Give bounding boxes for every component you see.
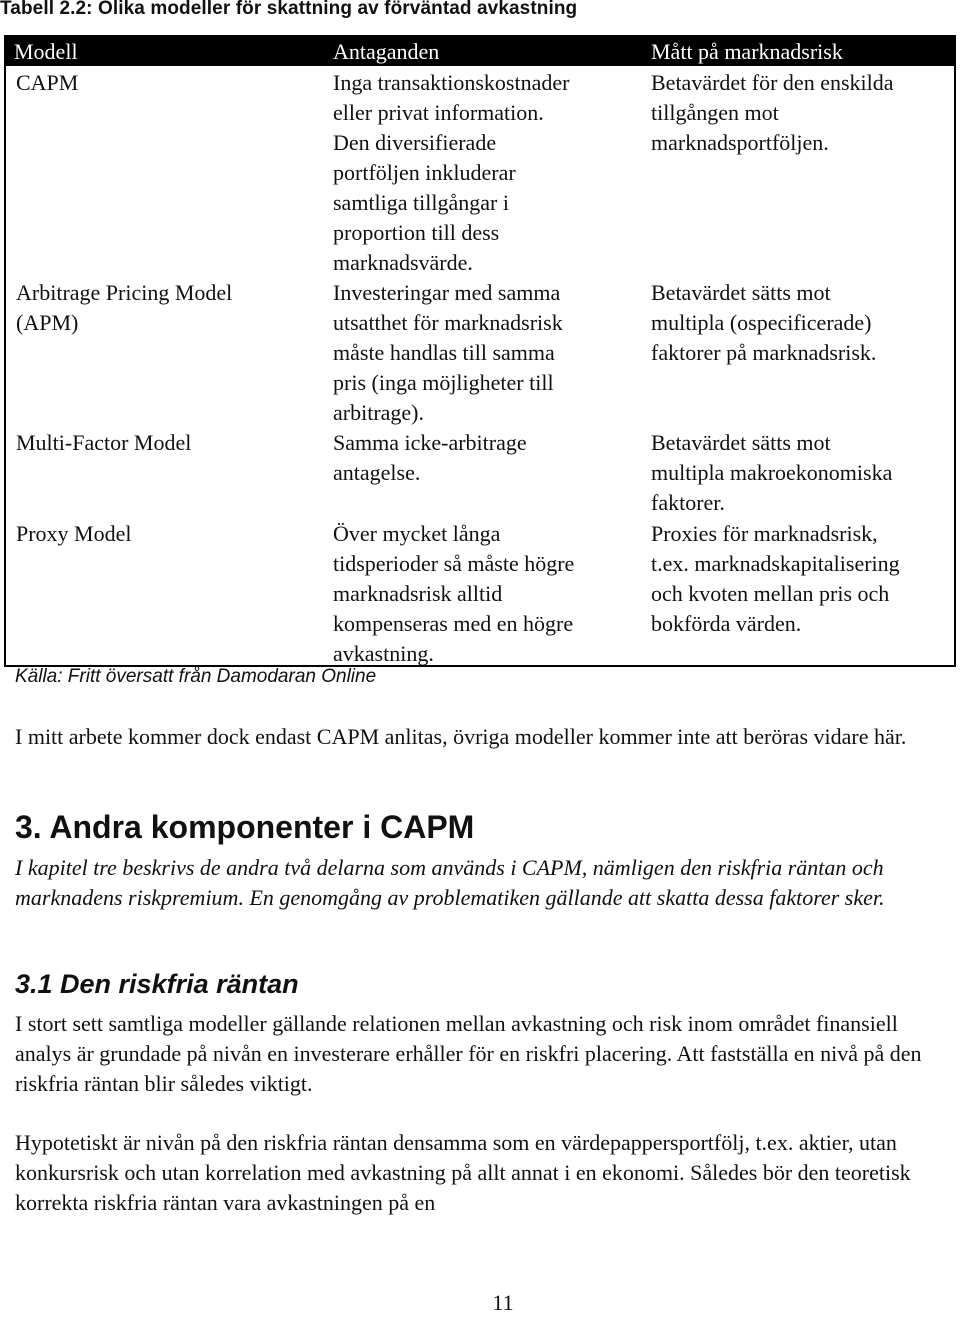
table-header-row bbox=[6, 37, 954, 66]
cell-model-capm: CAPM bbox=[16, 70, 79, 95]
subsection-heading-3-1: 3.1 Den riskfria räntan bbox=[15, 969, 299, 999]
cell-model-multifactor: Multi-Factor Model bbox=[16, 430, 192, 455]
cell-model-apm: Arbitrage Pricing Model (APM) bbox=[16, 280, 233, 335]
table-caption: Tabell 2.2: Olika modeller för skattning av förväntad avkastning bbox=[0, 0, 578, 19]
cell-assumptions-proxy: Över mycket långa tidsperioder så måste högre marknadsrisk alltid kompenseras med en högre avkastning. bbox=[333, 521, 575, 666]
header-model: Modell bbox=[14, 39, 78, 64]
cell-risk-multifactor: Betavärdet sätts mot multipla makroekonomiska faktorer. bbox=[651, 430, 893, 515]
models-table bbox=[4, 35, 956, 667]
cell-assumptions-capm: Inga transaktionskostnader eller privat information. Den diversifierade portföljen inkluderar samtliga tillgångar i proportion till dess marknadsvärde. bbox=[333, 70, 570, 275]
cell-assumptions-apm: Investeringar med samma utsatthet för marknadsrisk måste handlas till samma pris (inga möjligheter till arbitrage). bbox=[333, 280, 563, 425]
cell-model-proxy: Proxy Model bbox=[16, 521, 132, 546]
paragraph-capm-only: I mitt arbete kommer dock endast CAPM anlitas, övriga modeller kommer inte att beröras vidare här. bbox=[15, 724, 907, 749]
cell-risk-apm: Betavärdet sätts mot multipla (ospecificerade) faktorer på marknadsrisk. bbox=[651, 280, 877, 365]
cell-assumptions-multifactor: Samma icke-arbitrage antagelse. bbox=[333, 430, 527, 485]
section-3-intro: I kapitel tre beskrivs de andra två delarna som används i CAPM, nämligen den riskfria räntan och marknadens riskpremium. En genomgång av problematiken gällande att skatta dessa faktorer sker. bbox=[15, 855, 885, 910]
table-source: Källa: Fritt översatt från Damodaran Online bbox=[15, 666, 377, 687]
header-assumptions: Antaganden bbox=[333, 39, 440, 64]
cell-risk-capm: Betavärdet för den enskilda tillgången mot marknadsportföljen. bbox=[651, 70, 894, 155]
page-number: 11 bbox=[492, 1290, 514, 1315]
header-risk-measure: Mått på marknadsrisk bbox=[651, 39, 843, 64]
paragraph-riskfree-1: I stort sett samtliga modeller gällande relationen mellan avkastning och risk inom området finansiell analys är grundade på nivån en investerare erhåller för en riskfri placering. Att fastställa en nivå på den riskfria räntan blir således viktigt. bbox=[15, 1011, 922, 1096]
section-heading-3: 3. Andra komponenter i CAPM bbox=[15, 809, 475, 845]
paragraph-riskfree-2: Hypotetiskt är nivån på den riskfria räntan densamma som en värdepappersportfölj, t.ex. aktier, utan konkursrisk och utan korrelation med avkastning på allt annat i en ekonomi. Således bör den teoretisk korrekta riskfria räntan vara avkastningen på en bbox=[15, 1130, 911, 1215]
cell-risk-proxy: Proxies för marknadsrisk, t.ex. marknadskapitalisering och kvoten mellan pris och bokförda värden. bbox=[651, 521, 900, 636]
